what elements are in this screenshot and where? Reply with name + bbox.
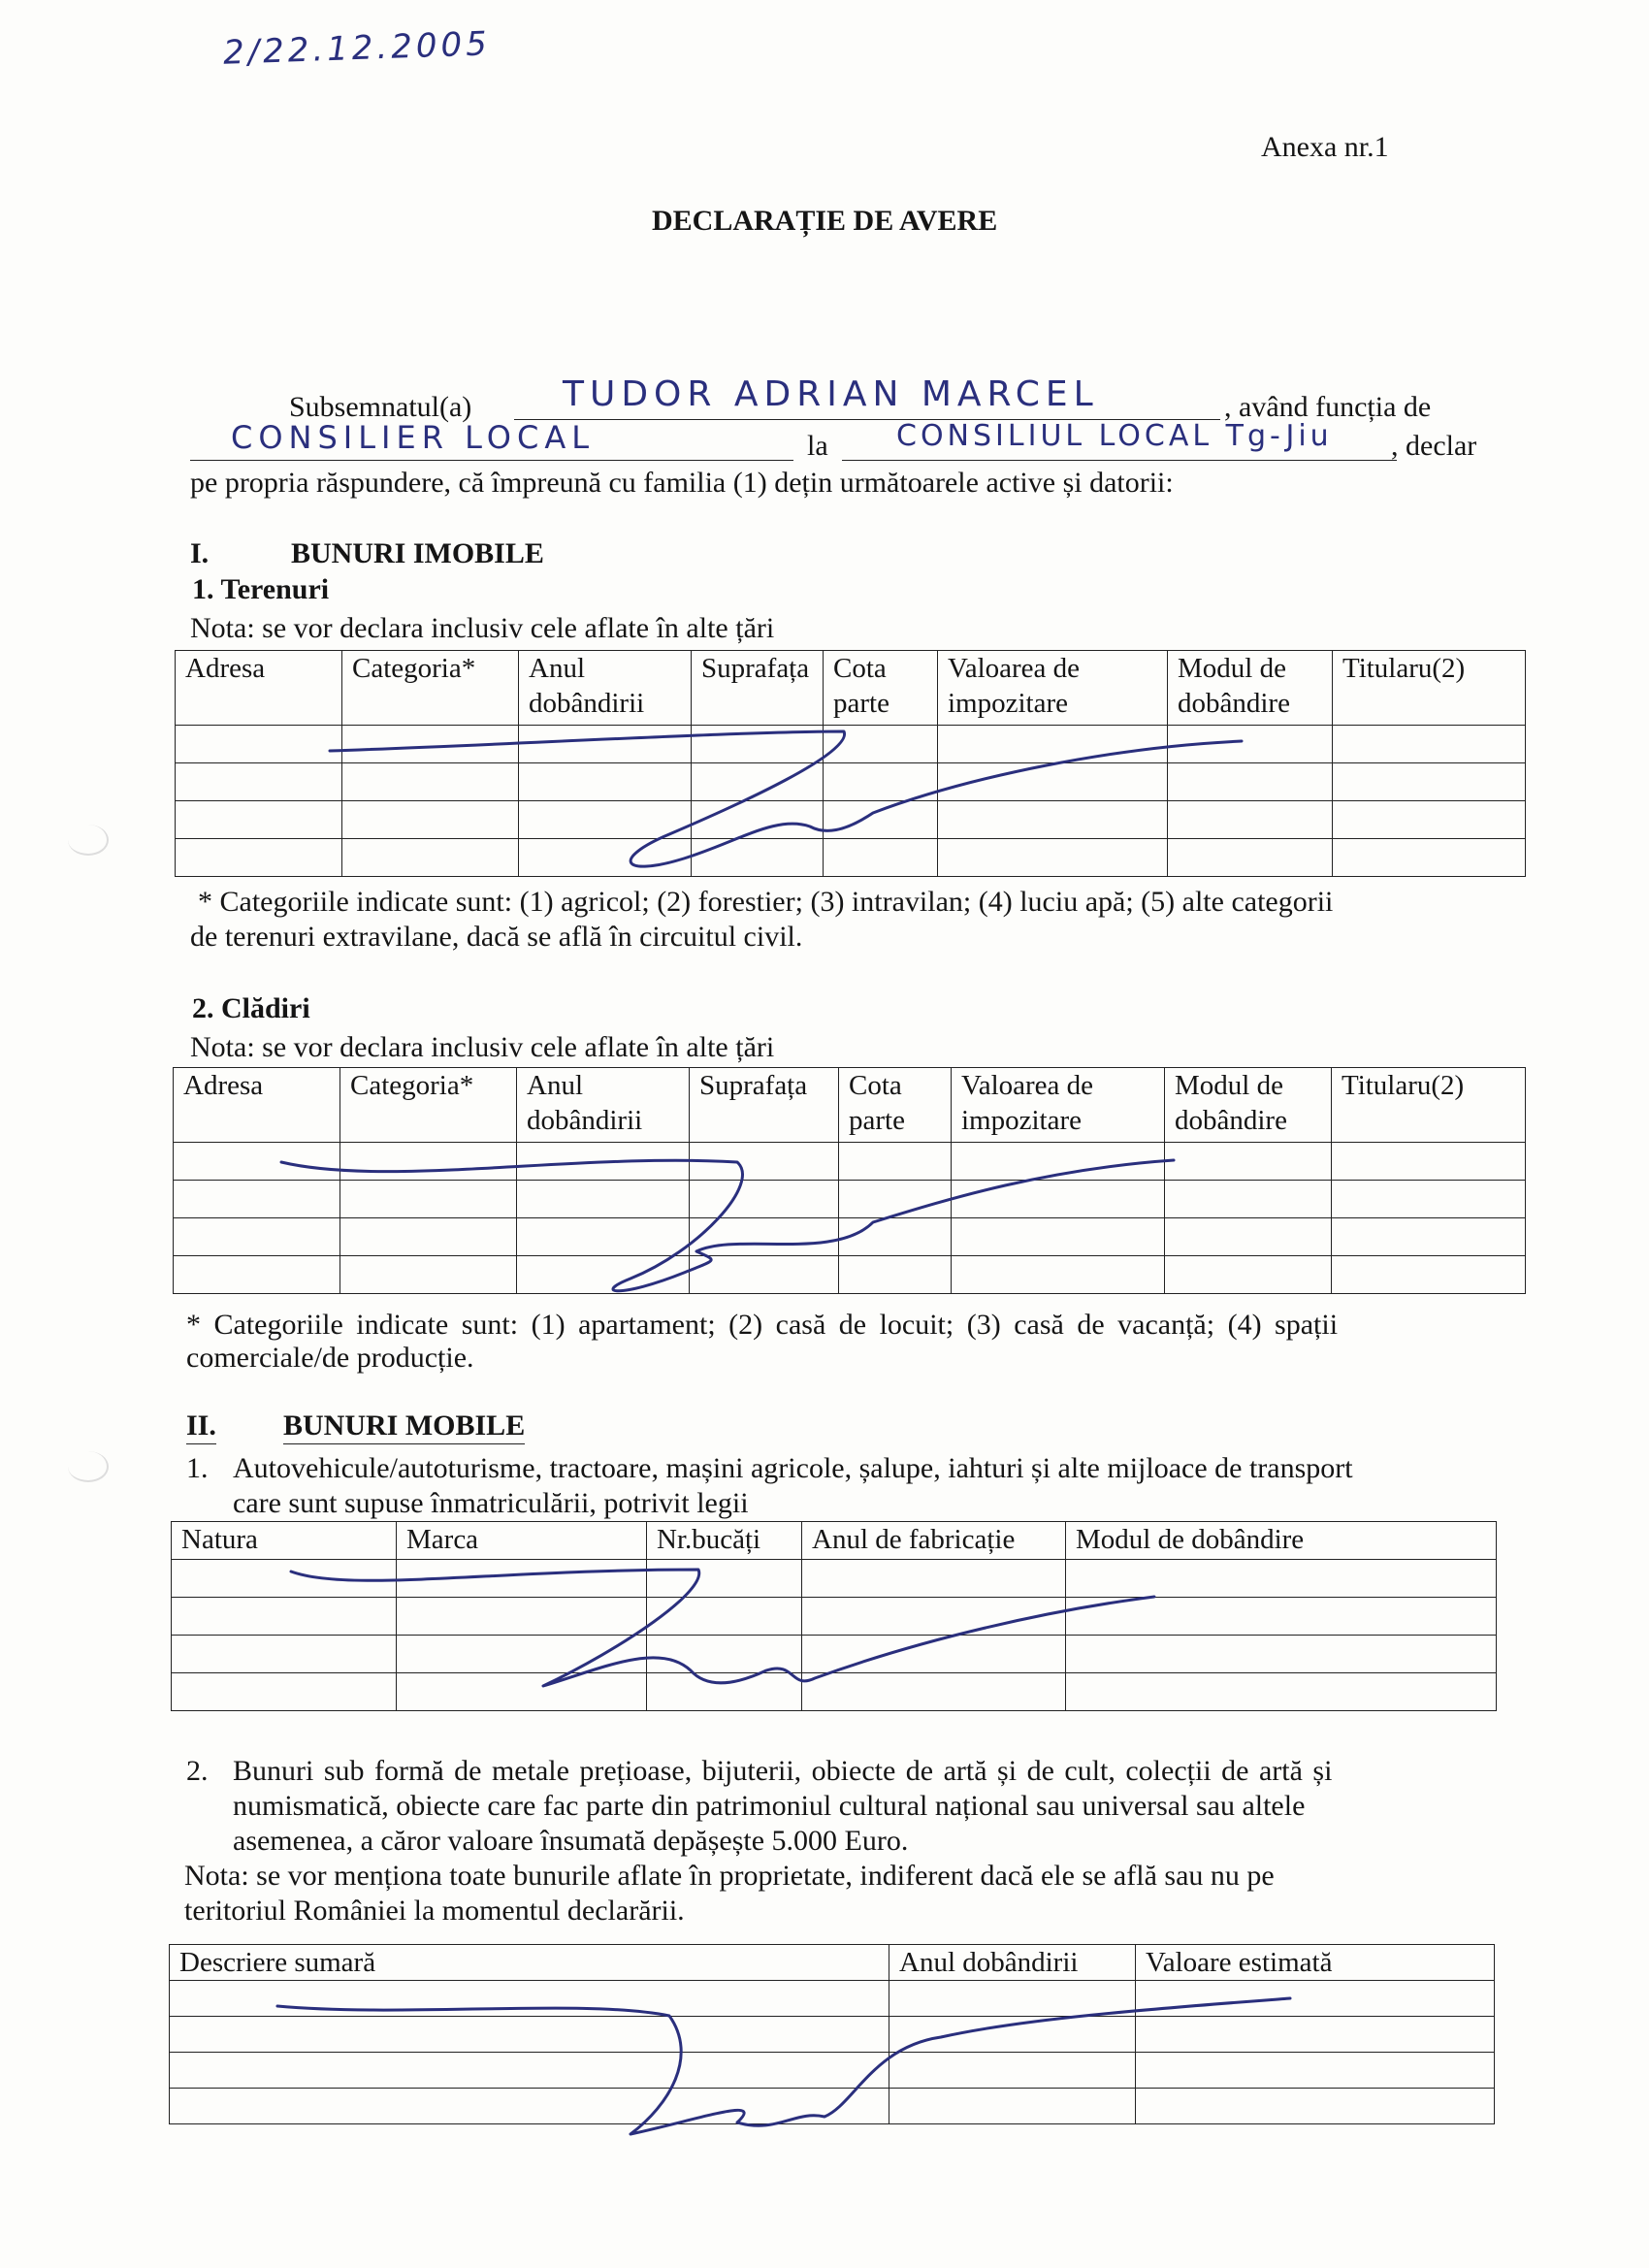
vehicule-header-nrbucati: Nr.bucăți (647, 1522, 802, 1560)
intro-declar: , declar (1391, 430, 1477, 462)
bunuri-header-descriere: Descriere sumară (170, 1945, 889, 1981)
bunuri-text-2: numismatică, obiecte care fac parte din patrimoniul cultural național sau universal sau altele (233, 1790, 1306, 1822)
bunuri-table (169, 1944, 1495, 2124)
table-row (174, 1218, 1526, 1256)
intro-la: la (807, 430, 828, 462)
declarant-name: TUDOR ADRIAN MARCEL (563, 374, 1099, 414)
table-row (176, 726, 1526, 763)
section2-heading: BUNURI MOBILE (283, 1409, 525, 1444)
terenuri-header-adresa: Adresa (176, 651, 342, 726)
vehicule-table (171, 1521, 1497, 1711)
table-row (174, 1143, 1526, 1181)
vehicule-text-1: Autovehicule/autoturisme, tractoare, mașini agricole, șalupe, iahturi și alte mijloace de transport (233, 1452, 1353, 1484)
cladiri-header-suprafata: Suprafața (690, 1068, 839, 1143)
table-row (172, 1560, 1497, 1598)
terenuri-header-titular: Titularu(2) (1333, 651, 1526, 726)
vehicule-header-modul: Modul de dobândire (1066, 1522, 1497, 1560)
cladiri-footnote-2: comerciale/de producție. (186, 1342, 474, 1374)
table-row (174, 1256, 1526, 1294)
bunuri-text-3: asemenea, a căror valoare însumată depășește 5.000 Euro. (233, 1825, 909, 1857)
terenuri-header-categoria: Categoria* (342, 651, 519, 726)
table-row (172, 1598, 1497, 1636)
cladiri-header-valoarea: Valoarea de impozitare (952, 1068, 1165, 1143)
terenuri-header-suprafata: Suprafața (692, 651, 824, 726)
table-row (170, 1981, 1495, 2017)
vehicule-text-2: care sunt supuse înmatriculării, potrivit legii (233, 1487, 749, 1519)
terenuri-header-modul: Modul de dobândire (1168, 651, 1333, 726)
annex-number: Anexa nr.1 (1261, 131, 1389, 163)
table-row (170, 2017, 1495, 2053)
cladiri-note: Nota: se vor declara inclusiv cele aflate în alte țări (190, 1031, 775, 1063)
table-row (170, 2089, 1495, 2124)
section1-heading: BUNURI IMOBILE (291, 537, 544, 569)
table-row (172, 1636, 1497, 1673)
cladiri-header-titular: Titularu(2) (1332, 1068, 1526, 1143)
vehicule-header-natura: Natura (172, 1522, 397, 1560)
table-row (172, 1673, 1497, 1711)
cladiri-header-adresa: Adresa (174, 1068, 340, 1143)
bunuri-number: 2. (186, 1755, 209, 1787)
intro-line3: pe propria răspundere, că împreună cu familia (1) dețin următoarele active și datorii: (190, 467, 1174, 499)
table-row (176, 763, 1526, 801)
cladiri-footnote-1: * Categoriile indicate sunt: (1) apartament; (2) casă de locuit; (3) casă de vacanță; (4) spații (186, 1309, 1339, 1341)
cladiri-table (173, 1067, 1526, 1294)
bunuri-header-valoare: Valoare estimată (1136, 1945, 1495, 1981)
bunuri-note-1: Nota: se vor menționa toate bunurile aflate în proprietate, indiferent dacă ele se află sau nu pe (184, 1860, 1275, 1892)
table-row (174, 1181, 1526, 1218)
terenuri-header-valoarea: Valoarea de impozitare (938, 651, 1168, 726)
vehicule-header-marca: Marca (397, 1522, 647, 1560)
cladiri-header-categoria: Categoria* (340, 1068, 517, 1143)
terenuri-footnote-1: * Categoriile indicate sunt: (1) agricol; (2) forestier; (3) intravilan; (4) luciu apă; (5) alte categorii (198, 886, 1334, 918)
function-field-line (190, 460, 793, 461)
vehicule-number: 1. (186, 1452, 209, 1484)
terenuri-note: Nota: se vor declara inclusiv cele aflate în alte țări (190, 612, 775, 644)
cladiri-header-anul: Anul dobândirii (517, 1068, 690, 1143)
document-title: DECLARAȚIE DE AVERE (652, 205, 998, 237)
punch-hole-mark (68, 1451, 109, 1482)
institution-field-line (842, 460, 1397, 461)
terenuri-footnote-2: de terenuri extravilane, dacă se află în circuitul civil. (190, 921, 803, 953)
cladiri-title: 2. Clădiri (192, 992, 310, 1024)
table-row (170, 2053, 1495, 2089)
cladiri-header-row (174, 1068, 1526, 1143)
bunuri-note-2: teritoriul României la momentul declarării. (184, 1895, 685, 1927)
terenuri-table (175, 650, 1526, 877)
terenuri-title: 1. Terenuri (192, 573, 330, 605)
section1-roman: I. (190, 537, 210, 569)
declarant-function: CONSILIER LOCAL (231, 419, 596, 456)
bunuri-header-row (170, 1945, 1495, 1981)
cladiri-header-cota: Cota parte (839, 1068, 952, 1143)
bunuri-header-anul: Anul dobândirii (889, 1945, 1136, 1981)
terenuri-header-anul: Anul dobândirii (519, 651, 692, 726)
handwritten-date: 2/22.12.2005 (222, 24, 492, 73)
bunuri-text-1: Bunuri sub formă de metale prețioase, bijuterii, obiecte de artă și de cult, colecții de artă și (233, 1755, 1333, 1787)
vehicule-header-row (172, 1522, 1497, 1560)
section2-roman: II. (186, 1409, 216, 1444)
declarant-institution: CONSILIUL LOCAL Tg-Jiu (896, 419, 1333, 453)
terenuri-header-row (176, 651, 1526, 726)
punch-hole-mark (68, 825, 109, 856)
vehicule-header-anul: Anul de fabricație (802, 1522, 1066, 1560)
intro-avand-functia: , având funcția de (1224, 391, 1432, 423)
terenuri-header-cota: Cota parte (824, 651, 938, 726)
table-row (176, 839, 1526, 877)
table-row (176, 801, 1526, 839)
intro-subsemnatul: Subsemnatul(a) (289, 391, 472, 423)
cladiri-header-modul: Modul de dobândire (1165, 1068, 1332, 1143)
